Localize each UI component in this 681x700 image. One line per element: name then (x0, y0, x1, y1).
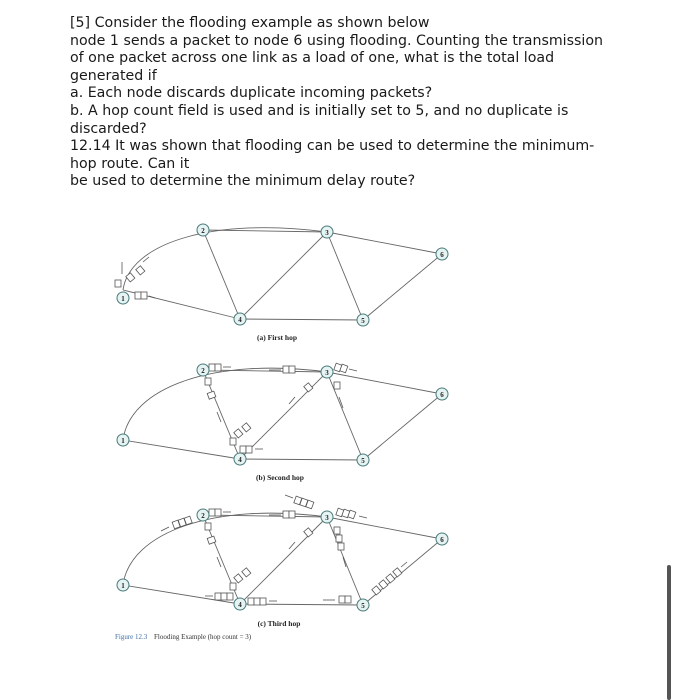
node-label-4: 4 (238, 601, 242, 609)
node-label-6: 6 (440, 391, 444, 399)
node-circles (117, 509, 448, 611)
node-label-3: 3 (325, 229, 329, 237)
figure-caption (115, 633, 252, 641)
node-label-6: 6 (440, 536, 444, 544)
node-label-2: 2 (201, 367, 205, 375)
panel-second-hop (117, 363, 448, 482)
question-line: b. A hop count field is used and is initially set to 5, and no duplicate is (70, 102, 569, 119)
panel-third-hop (117, 495, 448, 628)
node-label-1: 1 (121, 295, 125, 303)
packet-icons (205, 363, 357, 453)
question-line: generated if (70, 67, 157, 84)
figure-caption-prefix: Figure 12.3 (115, 633, 148, 641)
node-label-3: 3 (325, 369, 329, 377)
scrollbar[interactable] (667, 565, 671, 700)
node-label-5: 5 (361, 317, 365, 325)
subcaption-first-hop: (a) First hop (257, 333, 297, 342)
question-line: of one packet across one link as a load of one, what is the total load (70, 50, 555, 67)
subcaption-third-hop: (c) Third hop (257, 619, 301, 628)
flooding-figure (105, 212, 465, 652)
figure-caption-text: Flooding Example (hop count = 3) (154, 633, 252, 641)
question-line: a. Each node discards duplicate incoming packets? (70, 85, 433, 102)
panel-first-hop (115, 224, 448, 342)
node-label-1: 1 (121, 582, 125, 590)
node-label-5: 5 (361, 457, 365, 465)
node-label-5: 5 (361, 602, 365, 610)
node-label-4: 4 (238, 316, 242, 324)
node-circles (117, 364, 448, 466)
node-label-6: 6 (440, 251, 444, 259)
node-circles (117, 224, 448, 326)
node-label-2: 2 (201, 512, 205, 520)
question-line: [5] Consider the flooding example as shown below (70, 15, 430, 31)
subcaption-second-hop: (b) Second hop (256, 473, 304, 482)
node-label-4: 4 (238, 456, 242, 464)
question-line: 12.14 It was shown that flooding can be used to determine the minimum- (70, 138, 595, 155)
node-label-2: 2 (201, 227, 205, 235)
question-line: discarded? (70, 120, 147, 137)
question-text (70, 15, 630, 191)
question-line: be used to determine the minimum delay route? (70, 173, 416, 190)
question-line: node 1 sends a packet to node 6 using flooding. Counting the transmission (70, 32, 603, 49)
node-label-1: 1 (121, 437, 125, 445)
node-label-3: 3 (325, 514, 329, 522)
question-line: hop route. Can it (70, 155, 190, 172)
